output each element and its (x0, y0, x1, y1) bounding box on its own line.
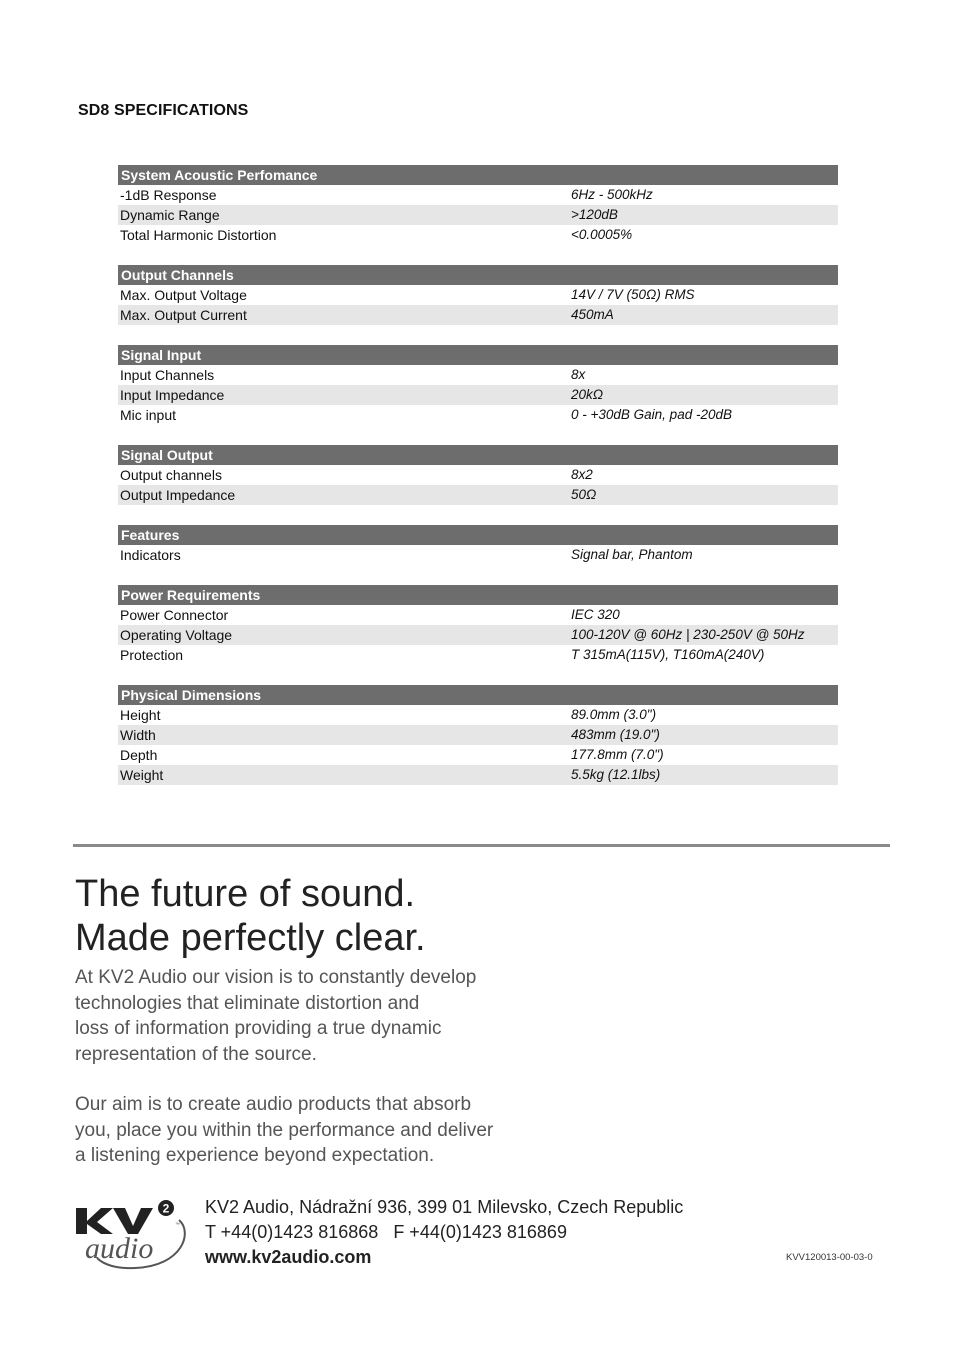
spec-value: 5.5kg (12.1lbs) (571, 767, 661, 782)
spec-row (118, 545, 838, 565)
paragraph-line: a listening experience beyond expectation. (75, 1145, 435, 1166)
spec-row (118, 285, 838, 305)
spec-label: Max. Output Voltage (120, 287, 247, 303)
spec-label: Protection (120, 647, 184, 663)
spec-section-heading: System Acoustic Perfomance (118, 165, 838, 185)
spec-value: 8x (571, 367, 586, 382)
spec-section (118, 345, 838, 425)
spec-value: 100-120V @ 60Hz | 230-250V @ 50Hz (571, 627, 805, 642)
spec-section (118, 525, 838, 565)
spec-row (118, 225, 838, 245)
spec-section-heading: Features (118, 525, 838, 545)
spec-value: 177.8mm (7.0") (571, 747, 664, 762)
spec-label: Weight (120, 767, 164, 783)
kv2-audio-logo (75, 1196, 195, 1272)
spec-value: T 315mA(115V), T160mA(240V) (571, 647, 765, 662)
spec-row (118, 605, 838, 625)
contact-block (205, 1195, 683, 1270)
spec-value: 89.0mm (3.0") (571, 707, 657, 722)
spec-label: Height (120, 707, 161, 723)
spec-row (118, 365, 838, 385)
spec-value: 20kΩ (571, 387, 604, 402)
spec-label: Dynamic Range (120, 207, 220, 223)
spec-section (118, 265, 838, 325)
section-divider (73, 844, 890, 847)
spec-label: Output Impedance (120, 487, 236, 503)
spec-value: Signal bar, Phantom (571, 547, 693, 562)
spec-section-heading: Output Channels (118, 265, 838, 285)
spec-section-heading: Power Requirements (118, 585, 838, 605)
spec-section (118, 445, 838, 505)
spec-section (118, 685, 838, 785)
spec-row (118, 205, 838, 225)
spec-label: Power Connector (120, 607, 229, 623)
spec-value: 483mm (19.0") (571, 727, 660, 742)
spec-label: Width (120, 727, 156, 743)
spec-label: Max. Output Current (120, 307, 247, 323)
website-link[interactable]: www.kv2audio.com (205, 1247, 372, 1267)
svg-text:audio: audio (85, 1232, 154, 1265)
spec-label: Input Impedance (120, 387, 225, 403)
paragraph-line: technologies that eliminate distortion and (75, 992, 420, 1014)
document-code: KVV120013-00-03-0 (786, 1252, 873, 1263)
spec-row (118, 305, 838, 325)
address: KV2 Audio, Nádražní 936, 399 01 Milevsko, Czech Republic (205, 1197, 684, 1217)
spec-value: 50Ω (571, 487, 597, 502)
spec-row (118, 625, 838, 645)
spec-value: <0.0005% (571, 227, 633, 242)
spec-row (118, 725, 838, 745)
spec-label: Depth (120, 747, 158, 763)
spec-row (118, 185, 838, 205)
paragraph-line: loss of information providing a true dynamic (75, 1018, 442, 1039)
paragraph-line: representation of the source. (75, 1043, 317, 1065)
paragraph-line: Our aim is to create audio products that absorb (75, 1094, 472, 1115)
spec-label: Mic input (120, 407, 177, 423)
spec-row (118, 485, 838, 505)
spec-label: Indicators (120, 547, 181, 563)
spec-section-heading: Signal Input (118, 345, 838, 365)
spec-value: 8x2 (571, 467, 593, 482)
spec-row (118, 705, 838, 725)
spec-row (118, 405, 838, 425)
spec-value: >120dB (571, 207, 618, 222)
spec-label: -1dB Response (120, 187, 217, 203)
spec-row (118, 465, 838, 485)
vision-paragraph (75, 965, 535, 1067)
spec-value: 14V / 7V (50Ω) RMS (571, 287, 695, 302)
tagline-line-1: The future of sound. (75, 873, 416, 915)
spec-label: Operating Voltage (120, 627, 233, 643)
spec-section (118, 585, 838, 665)
spec-value: 0 - +30dB Gain, pad -20dB (571, 407, 732, 422)
tagline-line-2: Made perfectly clear. (75, 917, 426, 959)
paragraph-line: you, place you within the performance and deliver (75, 1119, 494, 1141)
spec-row (118, 385, 838, 405)
spec-label: Total Harmonic Distortion (120, 227, 277, 243)
paragraph-line: At KV2 Audio our vision is to constantly develop (75, 967, 477, 988)
spec-table (118, 165, 838, 805)
phone-fax: T +44(0)1423 816868 F +44(0)1423 816869 (205, 1222, 567, 1242)
spec-label: Input Channels (120, 367, 215, 383)
spec-value: 6Hz - 500kHz (571, 187, 653, 202)
aim-paragraph (75, 1092, 535, 1169)
tagline (75, 872, 426, 960)
svg-text:2: 2 (162, 1201, 170, 1216)
spec-label: Output channels (120, 467, 222, 483)
document-title: SD8 SPECIFICATIONS (78, 102, 249, 119)
spec-row (118, 645, 838, 665)
spec-section (118, 165, 838, 245)
spec-row (118, 765, 838, 785)
spec-value: 450mA (571, 307, 614, 322)
spec-section-heading: Physical Dimensions (118, 685, 838, 705)
spec-section-heading: Signal Output (118, 445, 838, 465)
spec-value: IEC 320 (571, 607, 620, 622)
spec-row (118, 745, 838, 765)
svg-text:™: ™ (175, 1222, 180, 1228)
